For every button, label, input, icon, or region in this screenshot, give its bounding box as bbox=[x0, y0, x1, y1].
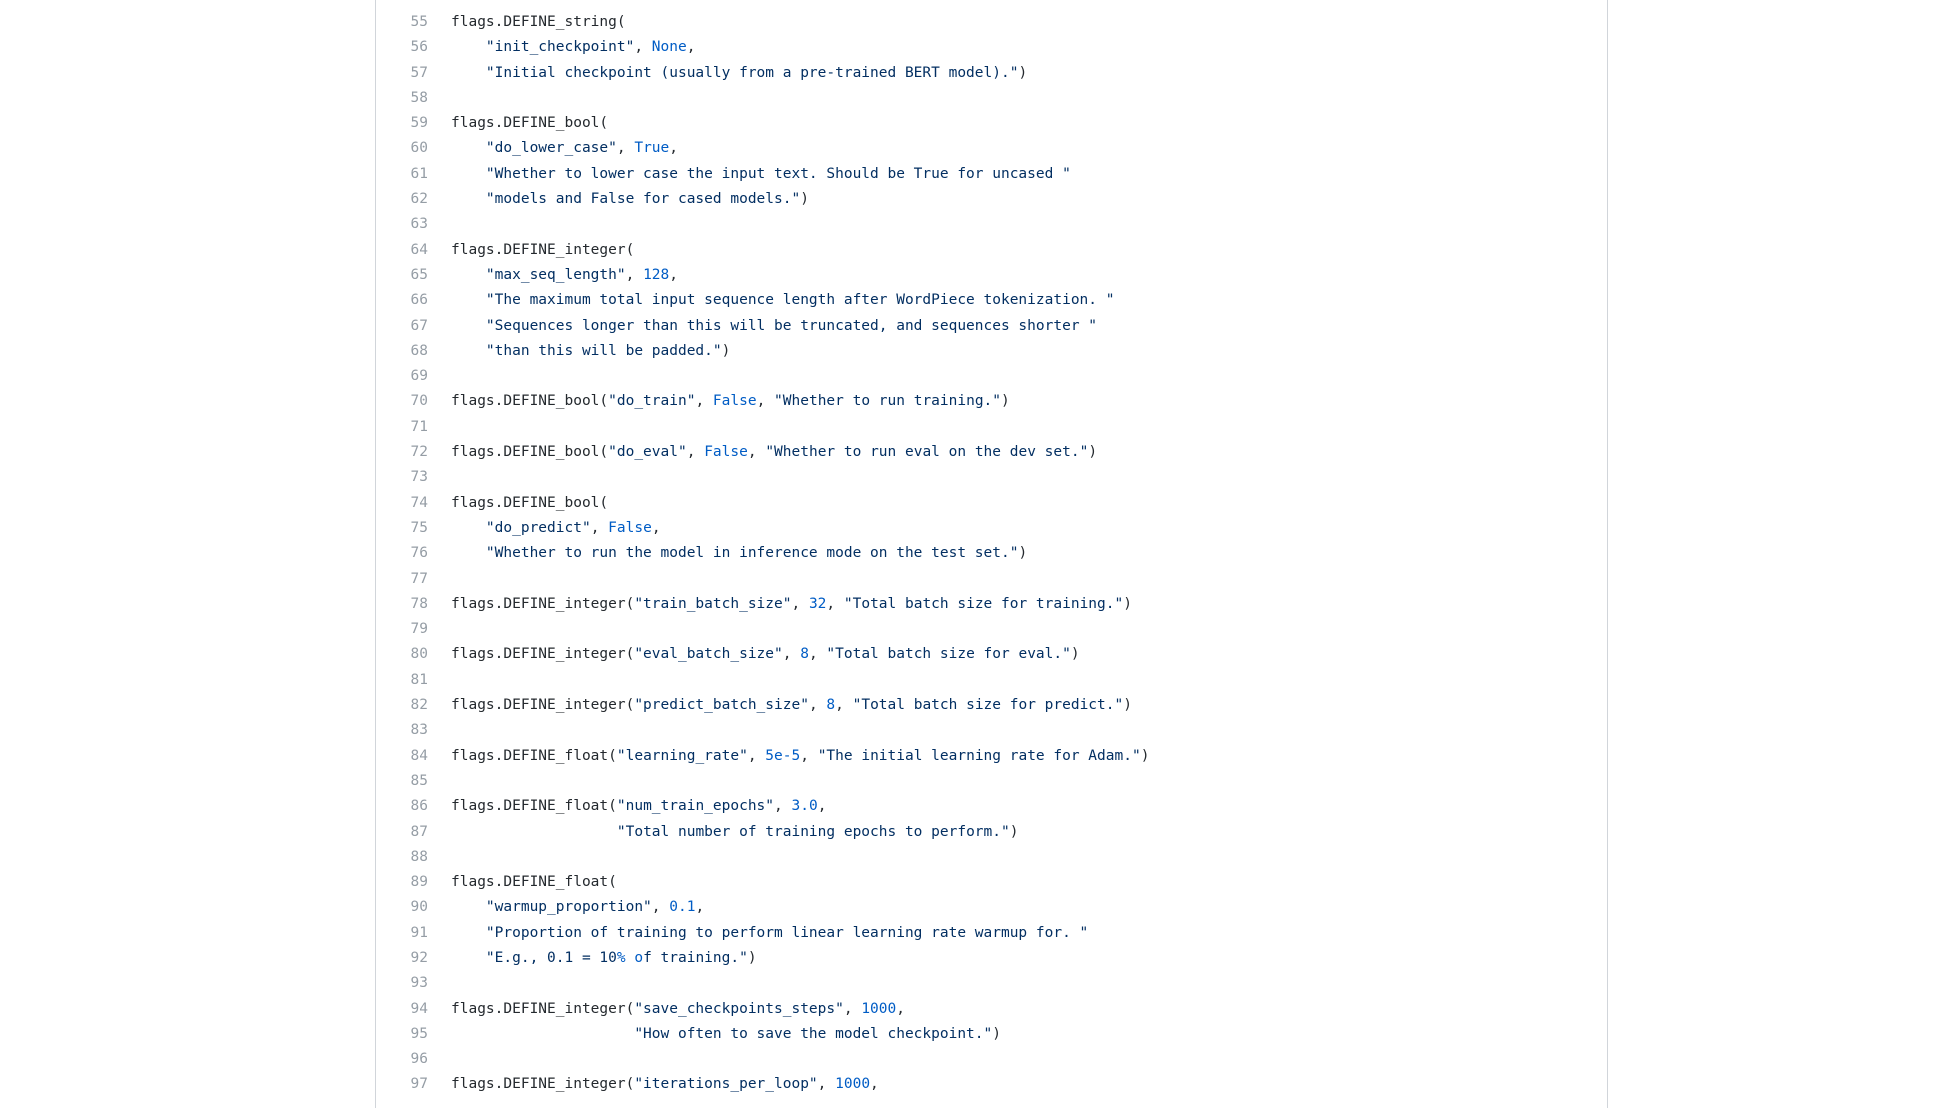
line-code bbox=[428, 895, 1607, 920]
code-token bbox=[451, 925, 486, 941]
code-line bbox=[376, 440, 1607, 465]
line-number[interactable]: 74 bbox=[410, 494, 428, 511]
code-token: ) bbox=[1070, 646, 1080, 663]
line-number[interactable]: 61 bbox=[410, 165, 428, 182]
line-code bbox=[428, 718, 1607, 743]
code-line bbox=[376, 693, 1607, 718]
line-code bbox=[428, 997, 1607, 1022]
line-number[interactable]: 64 bbox=[410, 241, 428, 258]
code-token bbox=[451, 292, 486, 308]
constant-token: 1000 bbox=[835, 1076, 871, 1093]
constant-token: 32 bbox=[808, 595, 827, 612]
line-code bbox=[428, 744, 1607, 769]
code-token: , bbox=[669, 266, 679, 283]
line-code bbox=[428, 465, 1607, 490]
code-token: ) bbox=[747, 949, 757, 966]
code-token: ) bbox=[992, 1025, 1001, 1042]
string-token: "save_checkpoints_steps" bbox=[634, 1000, 844, 1017]
code-token: flags.DEFINE_float( bbox=[451, 747, 617, 764]
code-line bbox=[376, 314, 1607, 339]
line-code bbox=[428, 516, 1607, 541]
code-token: flags.DEFINE_float( bbox=[451, 874, 617, 891]
string-token: "How often to save the model checkpoint." bbox=[634, 1025, 993, 1042]
line-code bbox=[428, 921, 1607, 946]
line-code bbox=[428, 111, 1607, 136]
line-code bbox=[428, 693, 1607, 718]
string-token: "do_predict" bbox=[485, 519, 591, 536]
line-code bbox=[428, 314, 1607, 339]
code-token: , bbox=[817, 798, 827, 815]
string-token: "do_eval" bbox=[608, 444, 687, 461]
code-token: , bbox=[686, 39, 696, 56]
code-line bbox=[376, 946, 1607, 971]
code-token: , bbox=[896, 1000, 905, 1017]
string-token: "train_batch_size" bbox=[634, 595, 792, 612]
constant-token: 0.1 bbox=[669, 899, 696, 916]
code-token: , bbox=[817, 1076, 836, 1093]
line-code bbox=[428, 389, 1607, 414]
code-token: , bbox=[695, 393, 713, 410]
code-token: , bbox=[870, 1076, 879, 1093]
code-token: , bbox=[835, 697, 853, 714]
code-token: flags.DEFINE_integer( bbox=[451, 646, 635, 663]
string-token: f training." bbox=[643, 949, 748, 966]
string-token: "Total batch size for eval." bbox=[826, 646, 1071, 663]
line-code bbox=[428, 263, 1607, 288]
line-code bbox=[428, 339, 1607, 364]
code-line bbox=[376, 136, 1607, 161]
string-token: "Whether to run training." bbox=[774, 393, 1002, 410]
code-token: flags.DEFINE_integer( bbox=[451, 1000, 635, 1017]
code-token bbox=[451, 343, 486, 359]
code-token bbox=[451, 166, 486, 182]
constant-token: False bbox=[704, 444, 748, 461]
line-number[interactable]: 71 bbox=[410, 418, 428, 435]
line-code bbox=[428, 61, 1607, 86]
code-listing bbox=[376, 10, 1607, 1098]
line-number[interactable]: 84 bbox=[410, 747, 428, 764]
code-line bbox=[376, 769, 1607, 794]
code-line bbox=[376, 212, 1607, 237]
code-token: flags.DEFINE_integer( bbox=[451, 595, 635, 612]
code-token: flags.DEFINE_bool( bbox=[451, 444, 609, 461]
code-token: , bbox=[747, 747, 766, 764]
line-number[interactable]: 57 bbox=[410, 64, 428, 81]
line-code bbox=[428, 769, 1607, 794]
constant-token: None bbox=[651, 39, 687, 56]
line-code bbox=[428, 162, 1607, 187]
line-number[interactable]: 89 bbox=[410, 874, 428, 891]
code-line bbox=[376, 592, 1607, 617]
line-number[interactable]: 65 bbox=[410, 266, 428, 283]
line-number[interactable]: 83 bbox=[410, 722, 428, 739]
code-token: ) bbox=[1018, 64, 1028, 81]
constant-token: 8 bbox=[826, 697, 836, 714]
line-number[interactable]: 63 bbox=[410, 216, 428, 233]
string-token: "The maximum total input sequence length after WordPiece tokenization. " bbox=[485, 292, 1115, 309]
string-token: "The initial learning rate for Adam." bbox=[817, 747, 1141, 764]
string-token: "do_lower_case" bbox=[485, 140, 617, 157]
code-line bbox=[376, 541, 1607, 566]
code-token: , bbox=[791, 595, 809, 612]
string-token: "models and False for cased models." bbox=[485, 191, 801, 208]
code-token: flags.DEFINE_integer( bbox=[451, 697, 635, 714]
string-token: "Proportion of training to perform linear learning rate warmup for. " bbox=[485, 924, 1089, 941]
string-token: "warmup_proportion" bbox=[485, 899, 652, 916]
code-token: flags.DEFINE_bool( bbox=[451, 393, 609, 410]
code-token: flags.DEFINE_bool( bbox=[451, 494, 609, 511]
code-token bbox=[451, 39, 486, 55]
string-token: "do_train" bbox=[608, 393, 696, 410]
line-number[interactable]: 91 bbox=[410, 924, 428, 941]
line-number[interactable]: 72 bbox=[410, 444, 428, 461]
code-line bbox=[376, 465, 1607, 490]
code-line bbox=[376, 187, 1607, 212]
line-number[interactable]: 82 bbox=[410, 697, 428, 714]
string-token: "Whether to lower case the input text. Should be True for uncased " bbox=[485, 165, 1071, 182]
line-number[interactable]: 67 bbox=[410, 317, 428, 334]
code-line bbox=[376, 794, 1607, 819]
string-token: "than this will be padded." bbox=[485, 342, 722, 359]
constant-token: False bbox=[608, 519, 652, 536]
line-code bbox=[428, 440, 1607, 465]
code-token: , bbox=[634, 39, 652, 56]
code-token: ) bbox=[1140, 747, 1150, 764]
line-code bbox=[428, 35, 1607, 60]
constant-token: 8 bbox=[800, 646, 809, 663]
line-code bbox=[428, 946, 1607, 971]
line-number[interactable]: 94 bbox=[410, 1000, 428, 1017]
code-token: , bbox=[808, 697, 827, 714]
code-token bbox=[451, 65, 486, 81]
line-code bbox=[428, 86, 1607, 111]
code-line bbox=[376, 61, 1607, 86]
line-code bbox=[428, 1022, 1607, 1047]
code-line bbox=[376, 10, 1607, 35]
code-line bbox=[376, 35, 1607, 60]
line-number[interactable]: 78 bbox=[410, 595, 428, 612]
constant-token: 3.0 bbox=[791, 798, 818, 815]
line-number[interactable]: 97 bbox=[410, 1076, 428, 1093]
code-line bbox=[376, 820, 1607, 845]
code-line bbox=[376, 1022, 1607, 1047]
line-number[interactable]: 85 bbox=[410, 772, 428, 789]
line-code bbox=[428, 642, 1607, 667]
code-line bbox=[376, 491, 1607, 516]
string-token: "Whether to run eval on the dev set." bbox=[765, 444, 1089, 461]
line-number[interactable]: 87 bbox=[410, 823, 428, 840]
code-token: ) bbox=[1009, 823, 1019, 840]
line-number[interactable]: 81 bbox=[410, 671, 428, 688]
code-token: ) bbox=[1001, 393, 1010, 410]
line-number[interactable]: 95 bbox=[410, 1025, 428, 1042]
constant-token: % o bbox=[616, 949, 644, 966]
line-code bbox=[428, 491, 1607, 516]
code-line bbox=[376, 870, 1607, 895]
line-number[interactable]: 56 bbox=[410, 39, 428, 56]
constant-token: False bbox=[712, 393, 757, 410]
line-code bbox=[428, 212, 1607, 237]
line-number[interactable]: 75 bbox=[410, 519, 428, 536]
code-line bbox=[376, 668, 1607, 693]
string-token: "Total batch size for predict." bbox=[852, 697, 1124, 714]
code-token: , bbox=[669, 140, 678, 157]
line-number[interactable]: 68 bbox=[410, 342, 428, 359]
line-code bbox=[428, 870, 1607, 895]
code-line bbox=[376, 642, 1607, 667]
code-token: , bbox=[843, 1000, 862, 1017]
code-token: ) bbox=[800, 191, 809, 208]
code-token: flags.DEFINE_string( bbox=[451, 14, 626, 30]
code-line bbox=[376, 86, 1607, 111]
line-code bbox=[428, 541, 1607, 566]
code-token: , bbox=[800, 747, 818, 764]
line-code bbox=[428, 288, 1607, 313]
line-code bbox=[428, 567, 1607, 592]
line-code bbox=[428, 364, 1607, 389]
string-token: "init_checkpoint" bbox=[485, 39, 635, 56]
string-token: "predict_batch_size" bbox=[634, 697, 809, 714]
line-number[interactable]: 62 bbox=[410, 191, 428, 208]
code-line bbox=[376, 364, 1607, 389]
code-line bbox=[376, 744, 1607, 769]
code-token: , bbox=[826, 595, 844, 612]
string-token: "iterations_per_loop" bbox=[634, 1076, 818, 1093]
line-number[interactable]: 92 bbox=[410, 949, 428, 966]
code-line bbox=[376, 516, 1607, 541]
line-number[interactable]: 79 bbox=[410, 621, 428, 638]
line-code bbox=[428, 794, 1607, 819]
line-number[interactable]: 73 bbox=[410, 469, 428, 486]
code-line bbox=[376, 415, 1607, 440]
line-code bbox=[428, 1072, 1607, 1097]
line-number[interactable]: 70 bbox=[410, 393, 428, 410]
code-token: ) bbox=[1123, 595, 1132, 612]
code-token: , bbox=[756, 393, 775, 410]
line-number[interactable]: 93 bbox=[410, 975, 428, 992]
line-code bbox=[428, 971, 1607, 996]
code-token: , bbox=[808, 646, 827, 663]
code-token: ) bbox=[1123, 697, 1132, 714]
line-code bbox=[428, 415, 1607, 440]
line-number[interactable]: 80 bbox=[410, 646, 428, 663]
line-number[interactable]: 77 bbox=[410, 570, 428, 587]
line-number[interactable]: 86 bbox=[410, 798, 428, 815]
code-line bbox=[376, 718, 1607, 743]
line-code bbox=[428, 10, 1607, 35]
string-token: "Whether to run the model in inference mode on the test set." bbox=[485, 545, 1019, 562]
code-line bbox=[376, 567, 1607, 592]
string-token: "max_seq_length" bbox=[485, 266, 626, 283]
line-code bbox=[428, 617, 1607, 642]
code-token bbox=[451, 824, 617, 840]
line-number[interactable]: 55 bbox=[410, 14, 428, 30]
code-line bbox=[376, 895, 1607, 920]
code-token: , bbox=[782, 646, 801, 663]
code-token: , bbox=[686, 444, 705, 461]
line-number[interactable]: 76 bbox=[410, 545, 428, 562]
code-line bbox=[376, 1047, 1607, 1072]
code-line bbox=[376, 617, 1607, 642]
code-token bbox=[451, 899, 486, 915]
code-line bbox=[376, 238, 1607, 263]
code-token: , bbox=[590, 519, 609, 536]
code-token: ) bbox=[1018, 545, 1028, 562]
line-number[interactable]: 59 bbox=[410, 115, 428, 132]
code-token: flags.DEFINE_bool( bbox=[451, 115, 609, 132]
code-token bbox=[451, 545, 486, 561]
code-token: ) bbox=[1088, 444, 1098, 461]
string-token: "E.g., 0.1 = 10 bbox=[485, 949, 617, 966]
line-number[interactable]: 58 bbox=[410, 89, 428, 106]
code-token bbox=[451, 267, 486, 283]
code-line bbox=[376, 1072, 1607, 1097]
line-number[interactable]: 96 bbox=[410, 1051, 428, 1068]
string-token: "Initial checkpoint (usually from a pre-trained BERT model)." bbox=[485, 64, 1019, 81]
line-code bbox=[428, 592, 1607, 617]
string-token: "eval_batch_size" bbox=[634, 646, 783, 663]
code-token bbox=[451, 318, 486, 334]
code-line bbox=[376, 263, 1607, 288]
string-token: "learning_rate" bbox=[616, 747, 748, 764]
code-token: , bbox=[625, 266, 644, 283]
code-line bbox=[376, 921, 1607, 946]
line-code bbox=[428, 136, 1607, 161]
code-token bbox=[451, 520, 486, 536]
code-token: flags.DEFINE_integer( bbox=[451, 241, 635, 258]
code-token bbox=[451, 140, 486, 156]
string-token: "Sequences longer than this will be truncated, and sequences shorter " bbox=[485, 317, 1098, 334]
code-token bbox=[451, 1026, 634, 1042]
line-number[interactable]: 88 bbox=[410, 848, 428, 865]
code-line bbox=[376, 389, 1607, 414]
code-line bbox=[376, 111, 1607, 136]
code-token bbox=[451, 191, 486, 207]
code-file-panel bbox=[375, 0, 1608, 1108]
string-token: "Total batch size for training." bbox=[843, 595, 1124, 612]
line-number[interactable]: 69 bbox=[410, 368, 428, 385]
code-line bbox=[376, 997, 1607, 1022]
line-number[interactable]: 90 bbox=[410, 899, 428, 916]
code-token: , bbox=[695, 899, 705, 916]
line-code bbox=[428, 820, 1607, 845]
string-token: "Total number of training epochs to perform." bbox=[616, 823, 1010, 840]
code-line bbox=[376, 845, 1607, 870]
code-line bbox=[376, 339, 1607, 364]
line-code bbox=[428, 187, 1607, 212]
code-token: , bbox=[651, 899, 670, 916]
code-line bbox=[376, 971, 1607, 996]
constant-token: 5e-5 bbox=[765, 747, 801, 764]
line-number[interactable]: 60 bbox=[410, 140, 428, 157]
code-token: flags.DEFINE_float( bbox=[451, 798, 617, 815]
line-code bbox=[428, 1047, 1607, 1072]
code-token bbox=[451, 950, 486, 966]
line-code bbox=[428, 845, 1607, 870]
constant-token: True bbox=[634, 140, 670, 157]
code-line bbox=[376, 288, 1607, 313]
code-token: flags.DEFINE_integer( bbox=[451, 1076, 635, 1093]
code-token: ) bbox=[721, 342, 731, 359]
code-line bbox=[376, 162, 1607, 187]
constant-token: 128 bbox=[643, 266, 670, 283]
line-code bbox=[428, 668, 1607, 693]
code-token: , bbox=[616, 140, 635, 157]
string-token: "num_train_epochs" bbox=[616, 798, 775, 815]
constant-token: 1000 bbox=[861, 1000, 897, 1017]
code-token: , bbox=[651, 519, 661, 536]
line-number[interactable]: 66 bbox=[410, 292, 428, 309]
line-code bbox=[428, 238, 1607, 263]
code-token: , bbox=[774, 798, 792, 815]
code-token: , bbox=[747, 444, 766, 461]
